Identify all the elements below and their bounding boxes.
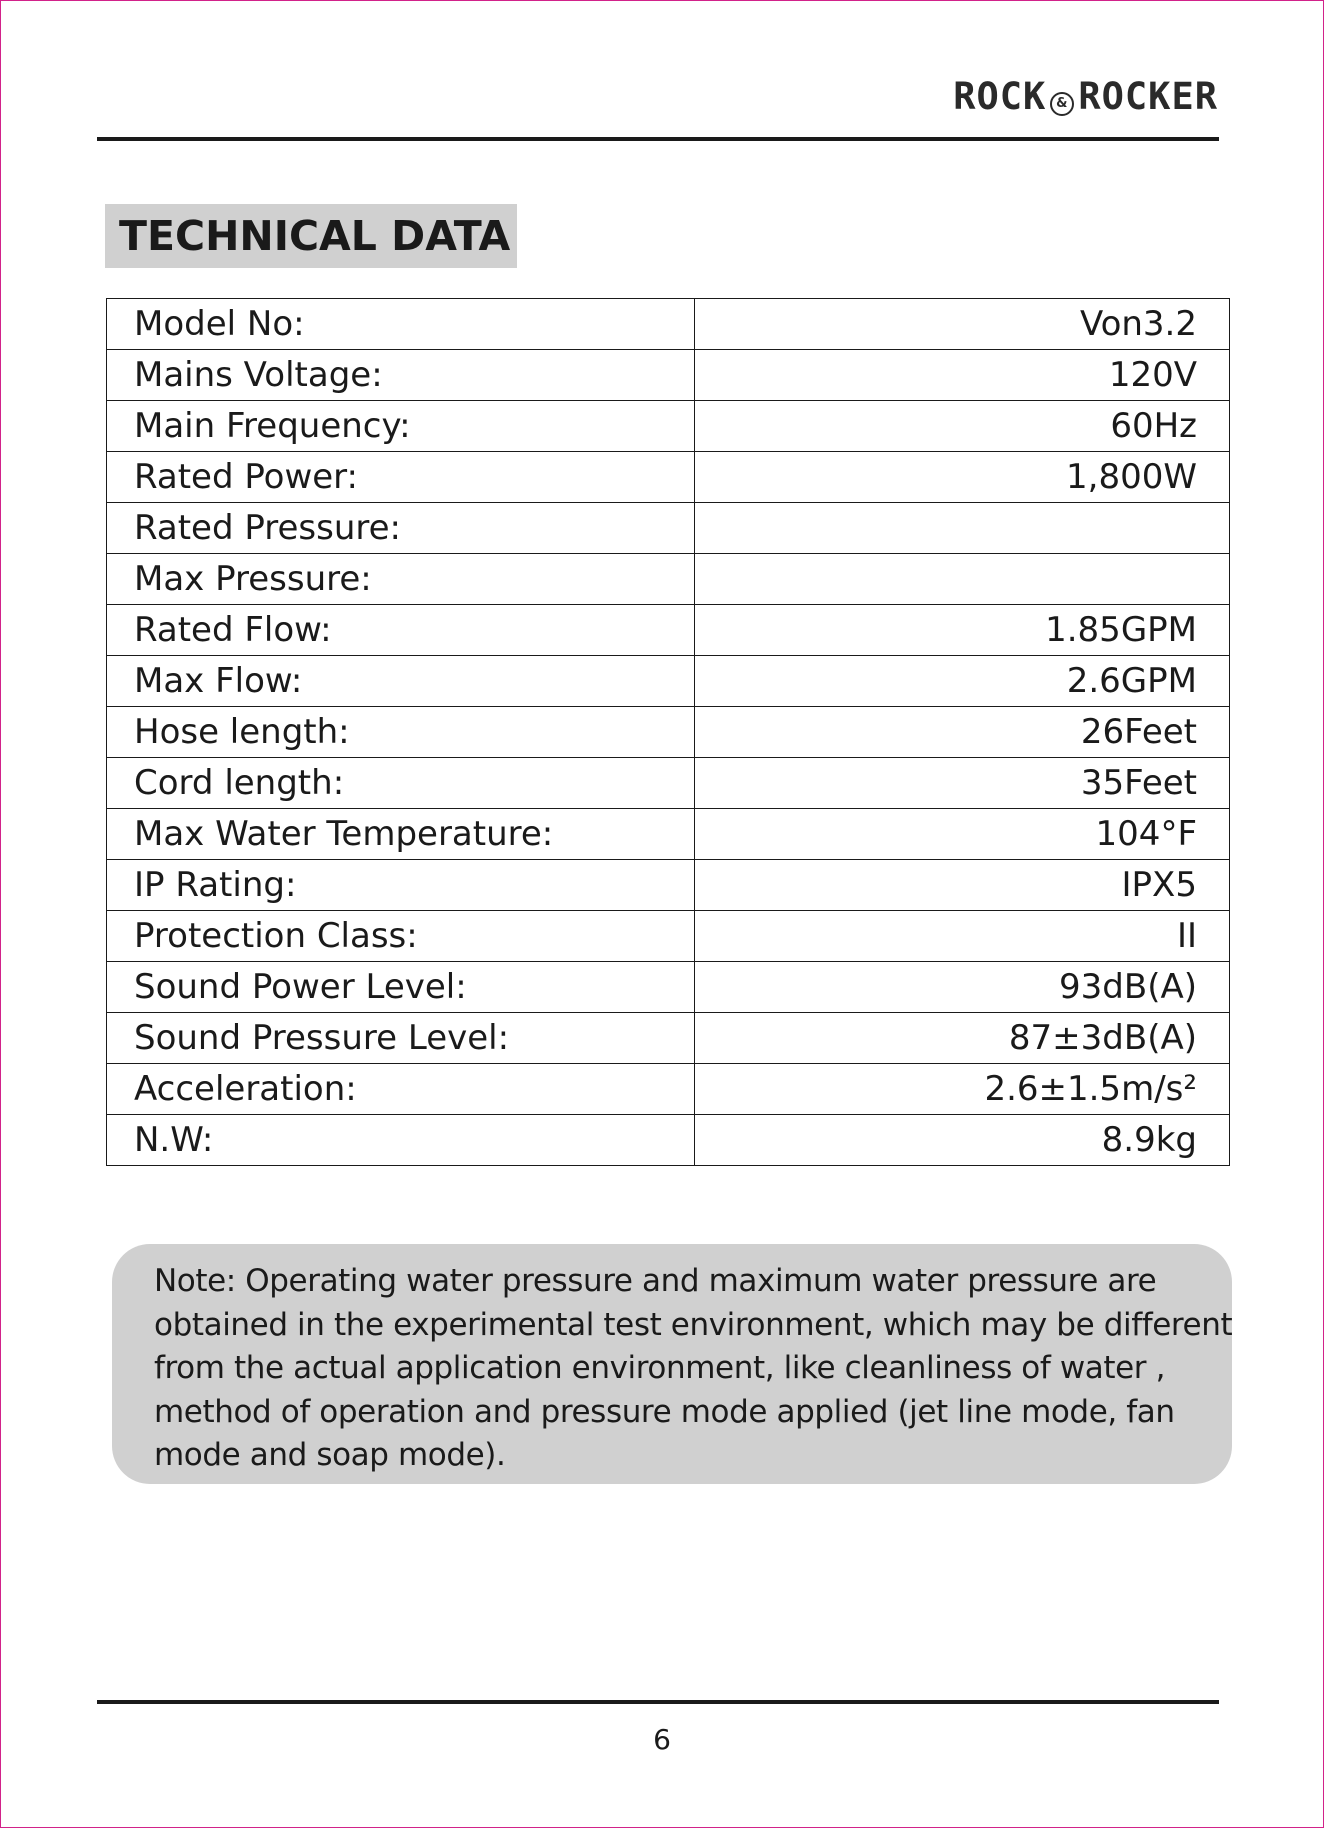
note-line: method of operation and pressure mode applied (jet line mode, fan [154, 1393, 1175, 1430]
header-rule [97, 137, 1219, 141]
logo-word-right: ROCKER [1078, 75, 1218, 118]
row-value: 2.6GPM [695, 656, 1230, 707]
table-row [107, 911, 1230, 962]
row-label: Rated Flow: [107, 605, 695, 656]
row-label: Max Water Temperature: [107, 809, 695, 860]
note-line: from the actual application environment, like cleanliness of water , [154, 1350, 1166, 1386]
row-label: Rated Power: [107, 452, 695, 503]
row-value: II [695, 911, 1230, 962]
row-value: 35Feet [695, 758, 1230, 809]
row-value: 8.9kg [695, 1115, 1230, 1166]
table-row [107, 860, 1230, 911]
technical-data-table [106, 298, 1230, 1166]
row-label: Rated Pressure: [107, 503, 695, 554]
row-value: 104°F [695, 809, 1230, 860]
table-row [107, 758, 1230, 809]
brand-logo [953, 75, 1218, 118]
row-value [695, 503, 1230, 554]
page-number: 6 [653, 1723, 671, 1756]
table-row [107, 962, 1230, 1013]
row-value: 1,800W [695, 452, 1230, 503]
row-value: 60Hz [695, 401, 1230, 452]
row-value: 120V [695, 350, 1230, 401]
row-label: Mains Voltage: [107, 350, 695, 401]
row-label: Sound Pressure Level: [107, 1013, 695, 1064]
row-label: Main Frequency: [107, 401, 695, 452]
note-box [112, 1244, 1232, 1484]
note-line: Note: Operating water pressure and maximum water pressure are [154, 1263, 1157, 1299]
table-row [107, 503, 1230, 554]
row-label: Model No: [107, 299, 695, 350]
row-label: IP Rating: [107, 860, 695, 911]
table-row [107, 452, 1230, 503]
row-value: IPX5 [695, 860, 1230, 911]
row-label: N.W: [107, 1115, 695, 1166]
footer-rule [97, 1700, 1219, 1704]
row-value: 26Feet [695, 707, 1230, 758]
table-row [107, 554, 1230, 605]
table-row [107, 1115, 1230, 1166]
row-value [695, 554, 1230, 605]
row-label: Sound Power Level: [107, 962, 695, 1013]
table-row [107, 1064, 1230, 1115]
row-label: Protection Class: [107, 911, 695, 962]
row-label: Acceleration: [107, 1064, 695, 1115]
table-row [107, 605, 1230, 656]
table-row [107, 707, 1230, 758]
row-label: Cord length: [107, 758, 695, 809]
section-title: TECHNICAL DATA [105, 204, 517, 268]
row-value: 87±3dB(A) [695, 1013, 1230, 1064]
table-row [107, 401, 1230, 452]
table-row [107, 656, 1230, 707]
row-value: 2.6±1.5m/s² [695, 1064, 1230, 1115]
row-label: Hose length: [107, 707, 695, 758]
row-value: 1.85GPM [695, 605, 1230, 656]
row-value: Von3.2 [695, 299, 1230, 350]
note-line: obtained in the experimental test environment, which may be different [154, 1306, 1233, 1343]
row-value: 93dB(A) [695, 962, 1230, 1013]
table-row [107, 350, 1230, 401]
logo-ampersand: & [1050, 92, 1074, 116]
row-label: Max Flow: [107, 656, 695, 707]
table-row [107, 299, 1230, 350]
row-label: Max Pressure: [107, 554, 695, 605]
note-line: mode and soap mode). [154, 1437, 506, 1473]
table-row [107, 809, 1230, 860]
logo-word-left: ROCK [953, 75, 1047, 118]
table-row [107, 1013, 1230, 1064]
